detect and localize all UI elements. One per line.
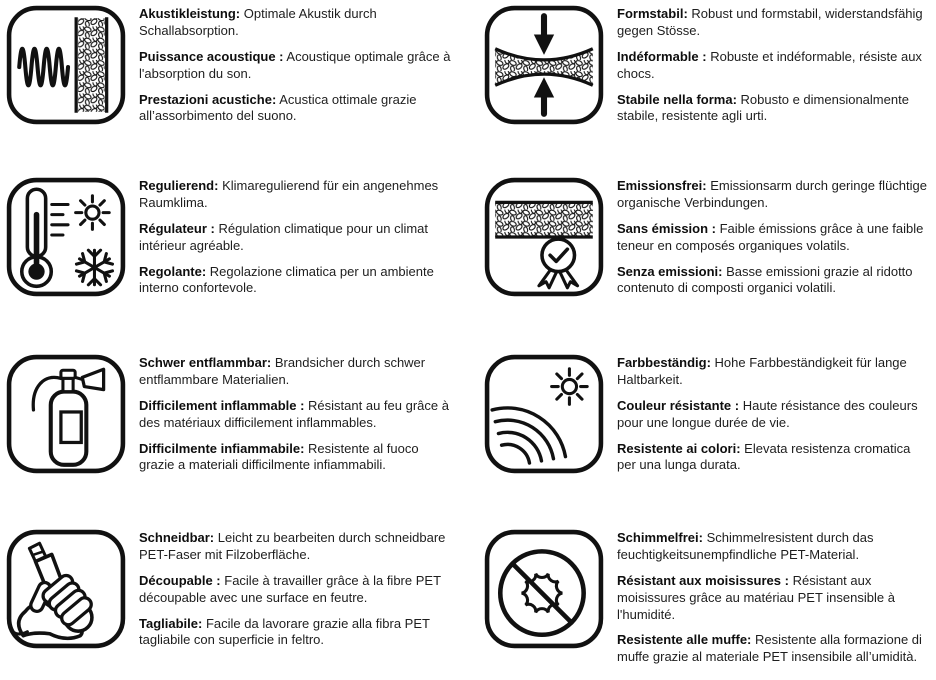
- feature-label-fr: Puissance acoustique :: [139, 48, 284, 64]
- feature-label-fr: Découpable :: [139, 572, 221, 588]
- feature-entry-fr: [139, 573, 457, 607]
- feature-label-it: Prestazioni acustiche:: [139, 91, 277, 107]
- feature-label-fr: Difficilement inflammable :: [139, 397, 305, 413]
- feature-text-it: Resistente alla formazione di muffe grazie al materiale PET insensibile all’umidità.: [617, 632, 922, 665]
- feature-text-de: Robust und formstabil, widerstandsfähig gegen Stösse.: [617, 6, 923, 38]
- feature-label-it: Resistente alle muffe:: [617, 632, 752, 648]
- feature-texts: [617, 528, 929, 675]
- feature-label-it: Regolante:: [139, 263, 207, 279]
- feature-card-cuttable: [0, 524, 468, 680]
- feature-label-de: Regulierend:: [139, 178, 219, 193]
- feature-card-acoustic: [0, 0, 468, 172]
- feature-label-de: Formstabil:: [617, 6, 688, 21]
- feature-entry-de: [139, 178, 457, 212]
- feature-entry-de: [139, 6, 457, 40]
- feature-label-it: Stabile nella forma:: [617, 91, 737, 107]
- feature-entry-it: [139, 92, 457, 126]
- feature-label-fr: Couleur résistante :: [617, 397, 740, 413]
- sound-absorption-icon: [5, 4, 127, 126]
- feature-text-de: Leicht zu bearbeiten durch schneidbare PET-Faser mit Filzoberfläche.: [139, 530, 446, 562]
- feature-text-de: Klimaregulierend für ein angenehmes Raumklima.: [139, 178, 439, 210]
- feature-card-low-emission: [468, 172, 936, 349]
- feature-entry-fr: [617, 221, 929, 255]
- feature-label-de: Emissionsfrei:: [617, 178, 707, 193]
- feature-entry-it: [139, 441, 457, 475]
- feature-entry-fr: [139, 221, 457, 255]
- feature-text-de: Emissionsarm durch geringe flüchtige organische Verbindungen.: [617, 178, 927, 210]
- feature-text-de: Brandsicher durch schwer entflammbare Materialien.: [139, 355, 426, 387]
- feature-entry-de: [617, 6, 929, 40]
- feature-label-fr: Sans émission :: [617, 220, 716, 236]
- feature-text-it: Regolazione climatica per un ambiente interno confortevole.: [139, 263, 434, 296]
- feature-text-it: Facile da lavorare grazie alla fibra PET tagliabile con superficie in feltro.: [139, 615, 430, 648]
- feature-card-mold-resistant: [468, 524, 936, 680]
- feature-entry-it: [617, 92, 929, 126]
- feature-label-de: Akustikleistung:: [139, 6, 241, 21]
- feature-card-climate-regulating: [0, 172, 468, 349]
- feature-label-fr: Régulateur :: [139, 220, 215, 236]
- fire-extinguisher-icon: [5, 353, 127, 475]
- feature-text-it: Acustica ottimale grazie all’assorbimento del suono.: [139, 91, 417, 124]
- feature-texts: [139, 4, 457, 134]
- feature-text-fr: Résistant aux moisissures grâce au matériau PET insensible à l'humidité.: [617, 572, 895, 622]
- feature-texts: [139, 176, 457, 306]
- feature-label-it: Tagliabile:: [139, 615, 203, 631]
- feature-text-it: Elevata resistenza cromatica per una lunga durata.: [617, 440, 911, 473]
- feature-entry-de: [617, 530, 929, 564]
- feature-text-fr: Faible émissions grâce à une faible teneur en composés organiques volatils.: [617, 220, 924, 253]
- feature-text-it: Robusto e dimensionalmente stabile, resistente agli urti.: [617, 91, 909, 124]
- rainbow-sun-icon: [483, 353, 605, 475]
- feature-entry-fr: [617, 573, 929, 624]
- feature-entry-de: [617, 355, 929, 389]
- feature-label-fr: Résistant aux moisissures :: [617, 572, 789, 588]
- feature-text-de: Schimmelresistent durch das feuchtigkeitsunempfindliche PET-Material.: [617, 530, 874, 562]
- feature-entry-it: [617, 264, 929, 298]
- feature-text-de: Hohe Farbbeständigkeit für lange Haltbarkeit.: [617, 355, 907, 387]
- low-emission-certificate-icon: [483, 176, 605, 298]
- feature-texts: [617, 353, 929, 483]
- feature-entry-de: [139, 530, 457, 564]
- feature-text-it: Resistente al fuoco grazie a materiali difficilmente infiammabili.: [139, 440, 419, 473]
- feature-entry-it: [139, 264, 457, 298]
- feature-text-it: Basse emissioni grazie al ridotto contenuto di composti organici volatili.: [617, 263, 913, 296]
- hand-cutter-icon: [5, 528, 127, 650]
- feature-label-it: Senza emissioni:: [617, 263, 723, 279]
- feature-entry-it: [617, 632, 929, 666]
- feature-entry-it: [139, 616, 457, 650]
- feature-label-de: Schimmelfrei:: [617, 530, 703, 545]
- feature-label-de: Schneidbar:: [139, 530, 215, 545]
- feature-entry-de: [139, 355, 457, 389]
- feature-entry-fr: [139, 49, 457, 83]
- feature-label-fr: Indéformable :: [617, 48, 707, 64]
- feature-text-fr: Haute résistance des couleurs pour une longue durée de vie.: [617, 397, 918, 430]
- feature-text-de: Optimale Akustik durch Schallabsorption.: [139, 6, 377, 38]
- feature-text-fr: Acoustique optimale grâce à l'absorption du son.: [139, 48, 451, 81]
- feature-entry-fr: [139, 398, 457, 432]
- feature-label-de: Farbbeständig:: [617, 355, 711, 370]
- compression-arrows-icon: [483, 4, 605, 126]
- feature-texts: [617, 176, 929, 306]
- feature-texts: [617, 4, 929, 134]
- feature-card-dimensional-stability: [468, 0, 936, 172]
- feature-text-fr: Facile à travailler grâce à la fibre PET découpable avec une surface en feutre.: [139, 572, 441, 605]
- feature-entry-fr: [617, 49, 929, 83]
- feature-label-de: Schwer entflammbar:: [139, 355, 272, 370]
- feature-text-fr: Résistant au feu grâce à des matériaux difficilement inflammables.: [139, 397, 449, 430]
- feature-entry-de: [617, 178, 929, 212]
- feature-entry-fr: [617, 398, 929, 432]
- feature-card-color-fast: [468, 349, 936, 524]
- feature-texts: [139, 353, 457, 483]
- thermometer-sun-snowflake-icon: [5, 176, 127, 298]
- feature-text-fr: Régulation climatique pour un climat intérieur agréable.: [139, 220, 429, 253]
- feature-entry-it: [617, 441, 929, 475]
- feature-label-it: Resistente ai colori:: [617, 440, 741, 456]
- feature-card-flame-retardant: [0, 349, 468, 524]
- feature-label-it: Difficilmente infiammabile:: [139, 440, 305, 456]
- no-mold-icon: [483, 528, 605, 650]
- feature-texts: [139, 528, 457, 658]
- feature-text-fr: Robuste et indéformable, résiste aux chocs.: [617, 48, 922, 81]
